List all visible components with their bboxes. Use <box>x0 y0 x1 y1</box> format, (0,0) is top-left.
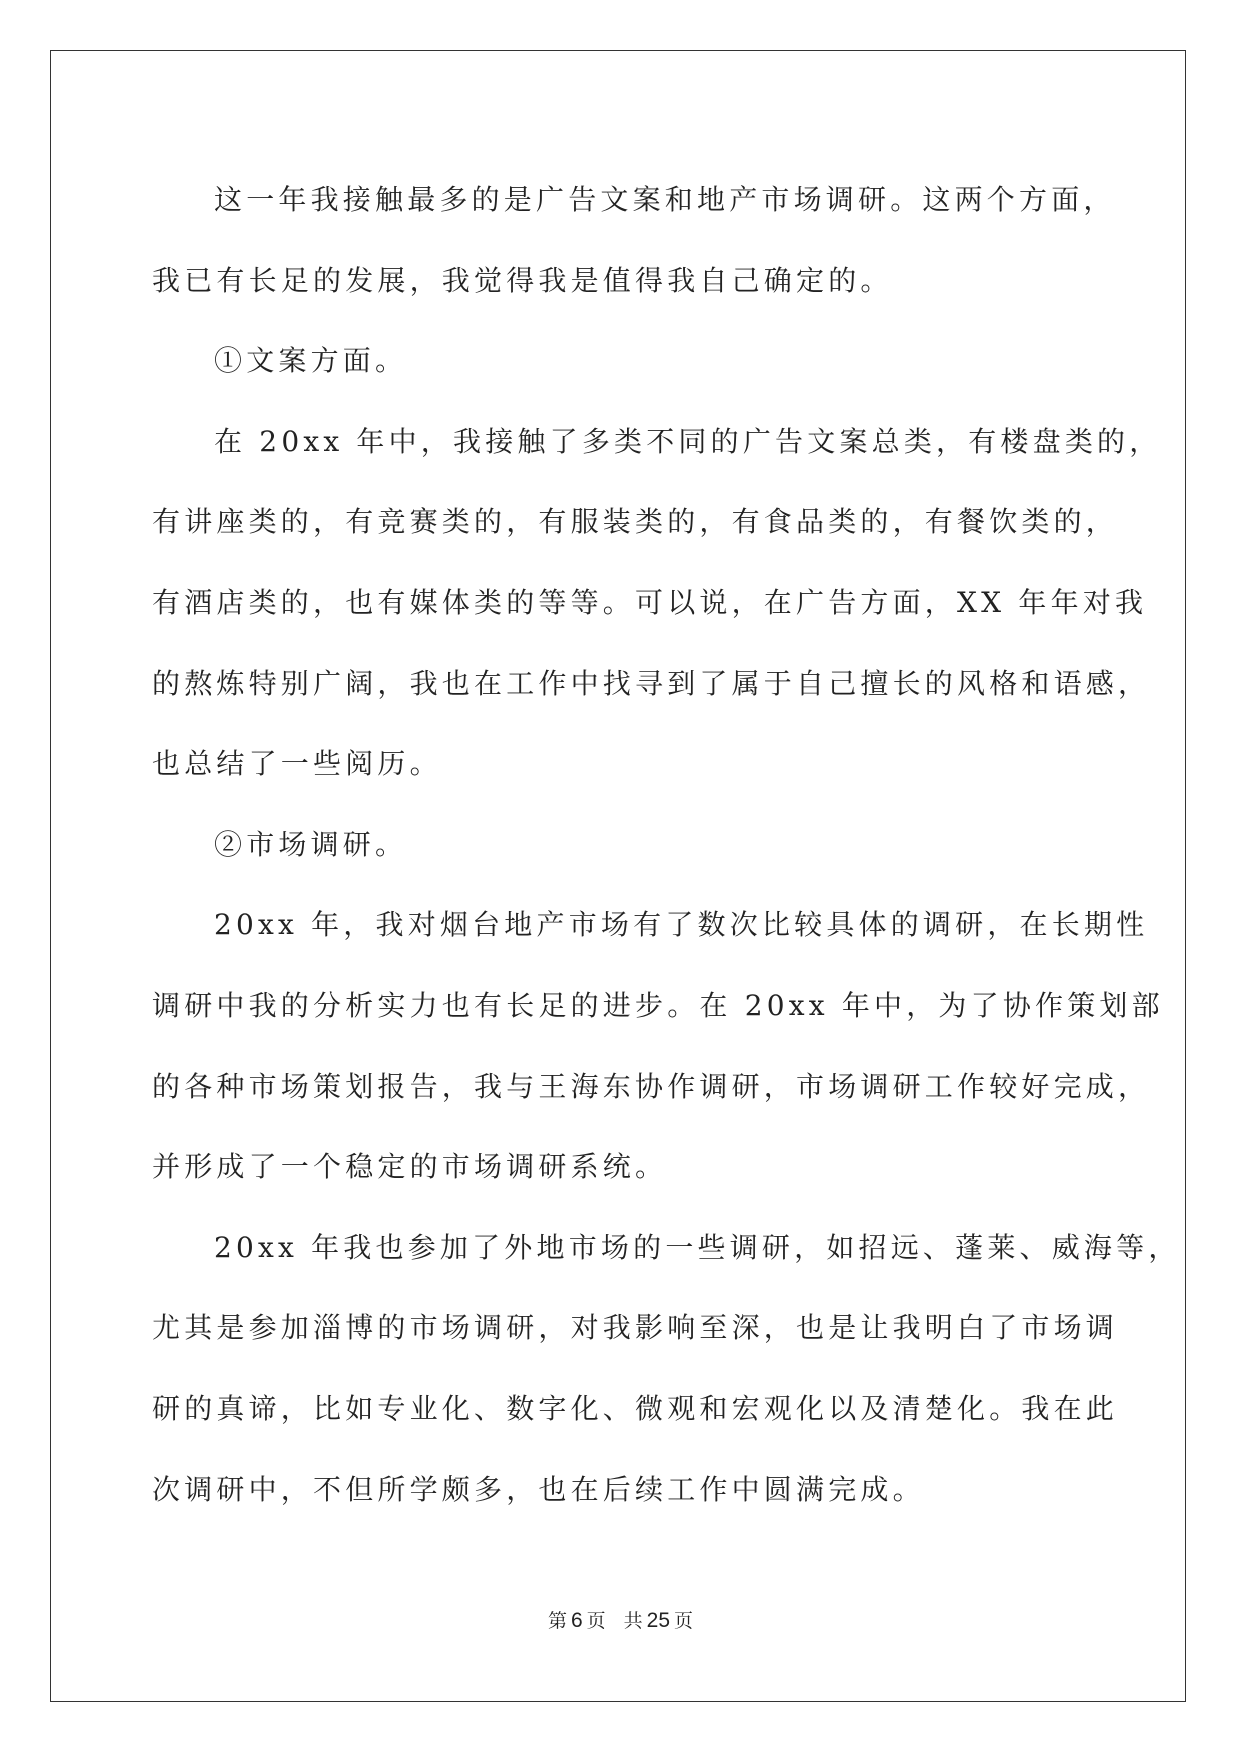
paragraph-line: 并形成了一个稳定的市场调研系统。 <box>152 1150 668 1184</box>
total-prefix: 共 <box>623 1610 643 1632</box>
document-body <box>152 160 1181 1530</box>
paragraph-line: 的熬炼特别广阔，我也在工作中找寻到了属于自己擅长的风格和语感， <box>152 666 1151 700</box>
paragraph-line: 20xx 年，我对烟台地产市场有了数次比较具体的调研，在长期性 <box>214 908 1149 942</box>
paragraph-line: 尤其是参加淄博的市场调研，对我影响至深，也是让我明白了市场调 <box>152 1311 1119 1345</box>
paragraph-line: 在 20xx 年中，我接触了多类不同的广告文案总类，有楼盘类的， <box>214 424 1162 458</box>
section-heading: ②市场调研。 <box>214 827 408 861</box>
section-heading: ①文案方面。 <box>214 344 408 378</box>
paragraph-line: 这一年我接触最多的是广告文案和地产市场调研。这两个方面， <box>214 183 1116 216</box>
paragraph-line: 有酒店类的，也有媒体类的等等。可以说，在广告方面，XX 年年对我 <box>152 585 1148 619</box>
page-suffix: 页 <box>586 1610 606 1632</box>
paragraph-line: 次调研中，不但所学颇多，也在后续工作中圆满完成。 <box>152 1472 925 1506</box>
paragraph-line: 20xx 年我也参加了外地市场的一些调研，如招远、蓬莱、威海等， <box>214 1230 1181 1264</box>
paragraph-line: 的各种市场策划报告，我与王海东协作调研，市场调研工作较好完成， <box>152 1069 1151 1103</box>
paragraph-line: 调研中我的分析实力也有长足的进步。在 20xx 年中，为了协作策划部 <box>152 988 1164 1022</box>
total-pages: 25 <box>646 1609 671 1632</box>
paragraph-line: 有讲座类的，有竞赛类的，有服装类的，有食品类的，有餐饮类的， <box>152 505 1119 539</box>
paragraph-line: 我已有长足的发展，我觉得我是值得我自己确定的。 <box>152 263 893 297</box>
page-number: 6 <box>570 1609 583 1632</box>
paragraph-line: 也总结了一些阅历。 <box>152 747 442 781</box>
page-prefix: 第 <box>547 1610 567 1632</box>
total-suffix: 页 <box>674 1610 694 1632</box>
paragraph-line: 研的真谛，比如专业化、数字化、微观和宏观化以及清楚化。我在此 <box>152 1391 1119 1425</box>
page-footer <box>0 1606 1241 1633</box>
